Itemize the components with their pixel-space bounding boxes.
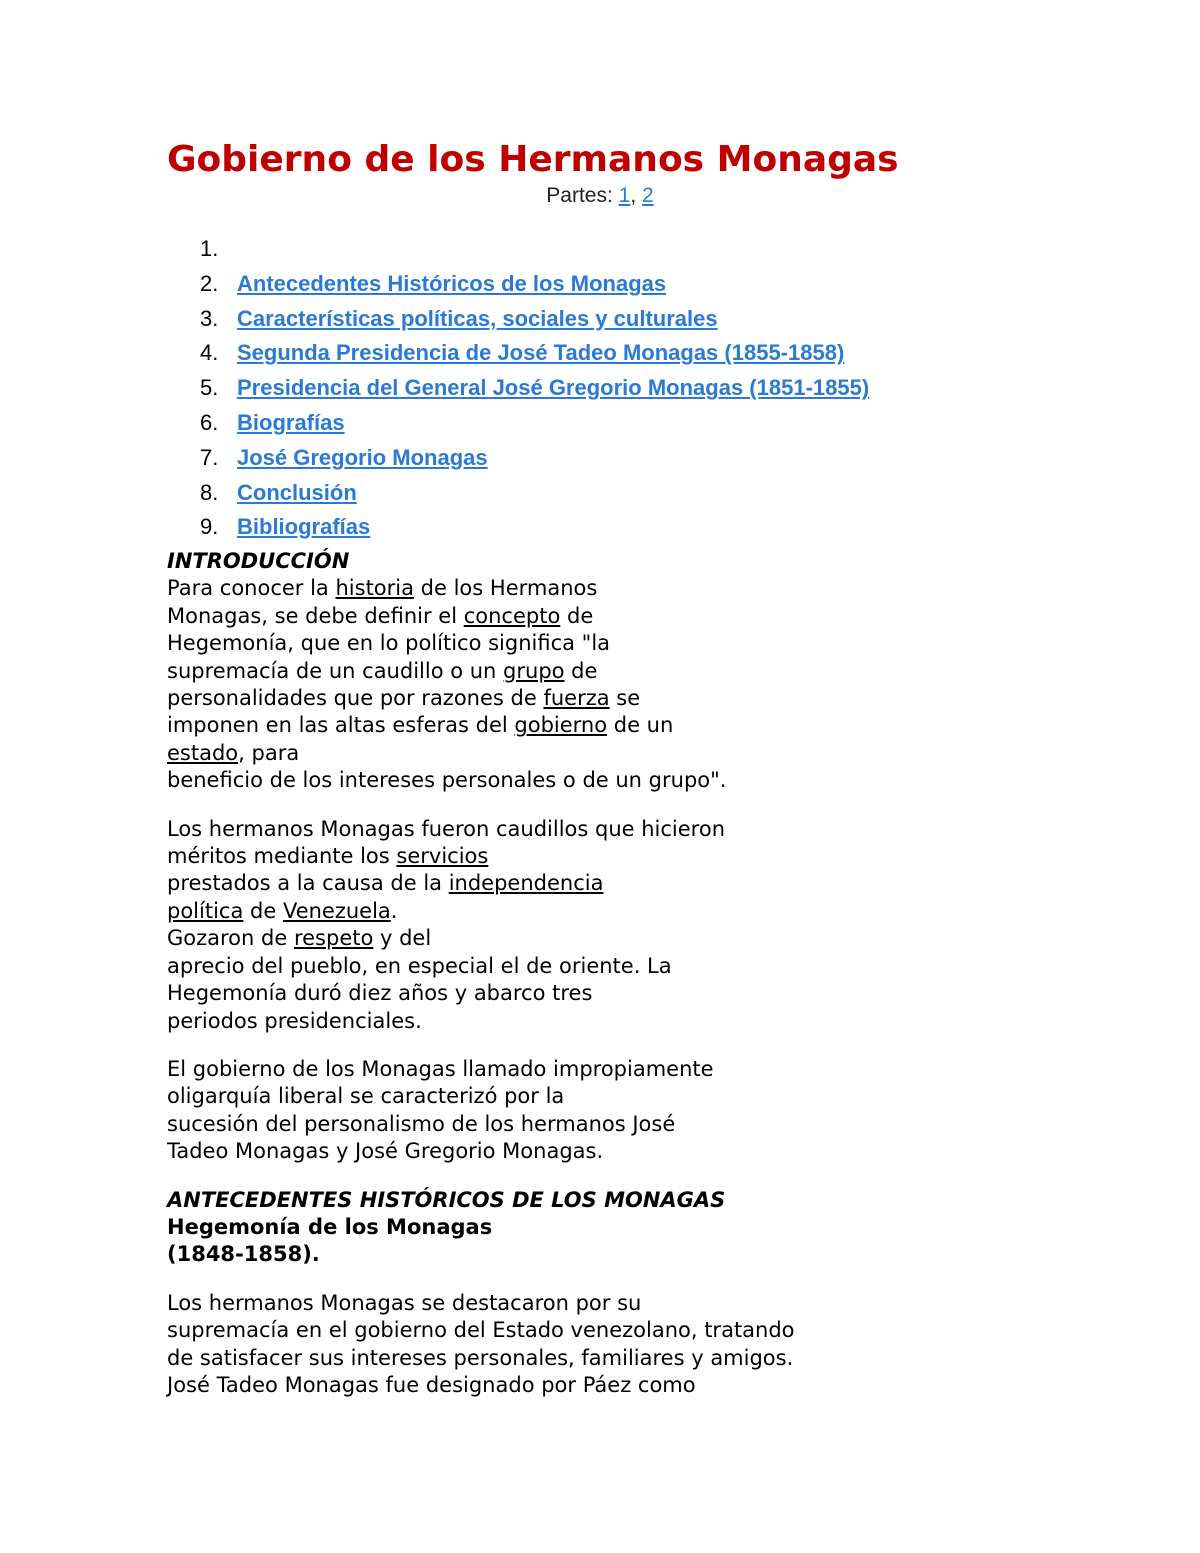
link-venezuela[interactable]: Venezuela bbox=[282, 898, 391, 923]
text: Gozaron de bbox=[167, 926, 294, 951]
text: oligarquía liberal se caracterizó por la bbox=[167, 1084, 565, 1109]
text: personalidades que por razones de bbox=[167, 686, 544, 711]
antecedentes-heading-block bbox=[167, 1187, 1067, 1269]
toc-link-segunda-presidencia[interactable]: Segunda Presidencia de José Tadeo Monagas (1855-1858) bbox=[237, 340, 845, 366]
toc-link-bibliografias[interactable]: Bibliografías bbox=[237, 514, 371, 540]
toc-number: 9. bbox=[200, 514, 219, 540]
text: sucesión del personalismo de los hermanos José bbox=[167, 1111, 676, 1136]
link-gobierno[interactable]: gobierno bbox=[514, 713, 608, 738]
parts-separator: , bbox=[630, 184, 643, 207]
parts-nav bbox=[0, 182, 1200, 210]
toc-item bbox=[200, 406, 869, 441]
text: Los hermanos Monagas fueron caudillos que hicieron bbox=[167, 816, 726, 841]
hegemonia-subheading: Hegemonía de los Monagas bbox=[167, 1214, 493, 1239]
text: méritos mediante los bbox=[167, 844, 397, 869]
toc-item bbox=[200, 441, 869, 476]
text: de bbox=[564, 658, 598, 683]
toc-number: 3. bbox=[200, 305, 219, 331]
text: prestados a la causa de la bbox=[167, 871, 449, 896]
text: de un bbox=[607, 713, 674, 738]
hegemonia-years: (1848-1858). bbox=[167, 1242, 320, 1267]
toc-link-jose-gregorio[interactable]: José Gregorio Monagas bbox=[237, 444, 488, 470]
toc-number: 7. bbox=[200, 444, 219, 470]
toc-item bbox=[200, 336, 869, 371]
text: supremacía de un caudillo o un bbox=[167, 658, 504, 683]
text: de bbox=[243, 898, 283, 923]
text: Hegemonía duró diez años y abarco tres bbox=[167, 981, 593, 1006]
toc-number: 1. bbox=[200, 236, 219, 261]
text: Hegemonía, que en lo político significa "la bbox=[167, 631, 611, 656]
text: y del bbox=[373, 926, 432, 951]
link-fuerza[interactable]: fuerza bbox=[543, 686, 610, 711]
toc-link-conclusion[interactable]: Conclusión bbox=[237, 479, 357, 505]
toc-item bbox=[200, 302, 869, 337]
text: El gobierno de los Monagas llamado impropiamente bbox=[167, 1056, 714, 1081]
toc-number: 5. bbox=[200, 375, 219, 401]
toc-item bbox=[200, 267, 869, 302]
text: se bbox=[609, 686, 641, 711]
toc-item bbox=[200, 232, 869, 267]
antecedentes-heading: ANTECEDENTES HISTÓRICOS DE LOS MONAGAS bbox=[167, 1187, 726, 1212]
link-historia[interactable]: historia bbox=[335, 576, 414, 601]
text: , para bbox=[238, 740, 300, 765]
toc-item bbox=[200, 510, 869, 545]
toc-link-biografias[interactable]: Biografías bbox=[237, 409, 345, 435]
link-independencia[interactable]: independencia bbox=[448, 871, 604, 896]
text: periodos presidenciales. bbox=[167, 1008, 422, 1033]
intro-paragraph-1 bbox=[167, 548, 1067, 795]
text: de satisfacer sus intereses personales, familiares y amigos. bbox=[167, 1345, 794, 1370]
toc-item bbox=[200, 476, 869, 511]
intro-paragraph-2 bbox=[167, 816, 1067, 1035]
part-link-1[interactable]: 1 bbox=[618, 184, 631, 207]
text: de los Hermanos bbox=[414, 576, 598, 601]
text: supremacía en el gobierno del Estado venezolano, tratando bbox=[167, 1318, 795, 1343]
text: imponen en las altas esferas del bbox=[167, 713, 515, 738]
text: Tadeo Monagas y José Gregorio Monagas. bbox=[167, 1139, 604, 1164]
toc-link-caracteristicas[interactable]: Características políticas, sociales y culturales bbox=[237, 305, 718, 331]
text: . bbox=[390, 898, 398, 923]
intro-heading: INTRODUCCIÓN bbox=[167, 549, 350, 573]
link-respeto[interactable]: respeto bbox=[293, 926, 374, 951]
table-of-contents bbox=[200, 232, 869, 545]
link-servicios[interactable]: servicios bbox=[396, 844, 489, 869]
text: Para conocer la bbox=[167, 576, 336, 601]
toc-number: 6. bbox=[200, 409, 219, 435]
antecedentes-paragraph-1 bbox=[167, 1290, 1067, 1400]
text: José Tadeo Monagas fue designado por Páez como bbox=[167, 1372, 696, 1397]
article-body bbox=[167, 548, 1067, 1420]
link-concepto[interactable]: concepto bbox=[463, 603, 561, 628]
text: beneficio de los intereses personales o de un grupo". bbox=[167, 768, 727, 793]
text: de bbox=[560, 603, 594, 628]
link-grupo[interactable]: grupo bbox=[503, 658, 565, 683]
toc-number: 2. bbox=[200, 270, 219, 296]
part-link-2[interactable]: 2 bbox=[642, 184, 654, 207]
link-estado[interactable]: estado bbox=[167, 740, 239, 765]
intro-paragraph-3 bbox=[167, 1056, 1067, 1166]
toc-link-presidencia-general[interactable]: Presidencia del General José Gregorio Monagas (1851-1855) bbox=[237, 375, 870, 401]
toc-number: 4. bbox=[200, 340, 219, 366]
text: Los hermanos Monagas se destacaron por su bbox=[167, 1290, 642, 1315]
text: Monagas, se debe definir el bbox=[167, 603, 464, 628]
toc-link-antecedentes[interactable]: Antecedentes Históricos de los Monagas bbox=[237, 270, 667, 296]
toc-item bbox=[200, 371, 869, 406]
parts-label: Partes: bbox=[546, 184, 619, 207]
link-politica[interactable]: política bbox=[167, 898, 244, 923]
text: aprecio del pueblo, en especial el de oriente. La bbox=[167, 953, 672, 978]
toc-number: 8. bbox=[200, 479, 219, 505]
page-title: Gobierno de los Hermanos Monagas bbox=[167, 139, 899, 180]
